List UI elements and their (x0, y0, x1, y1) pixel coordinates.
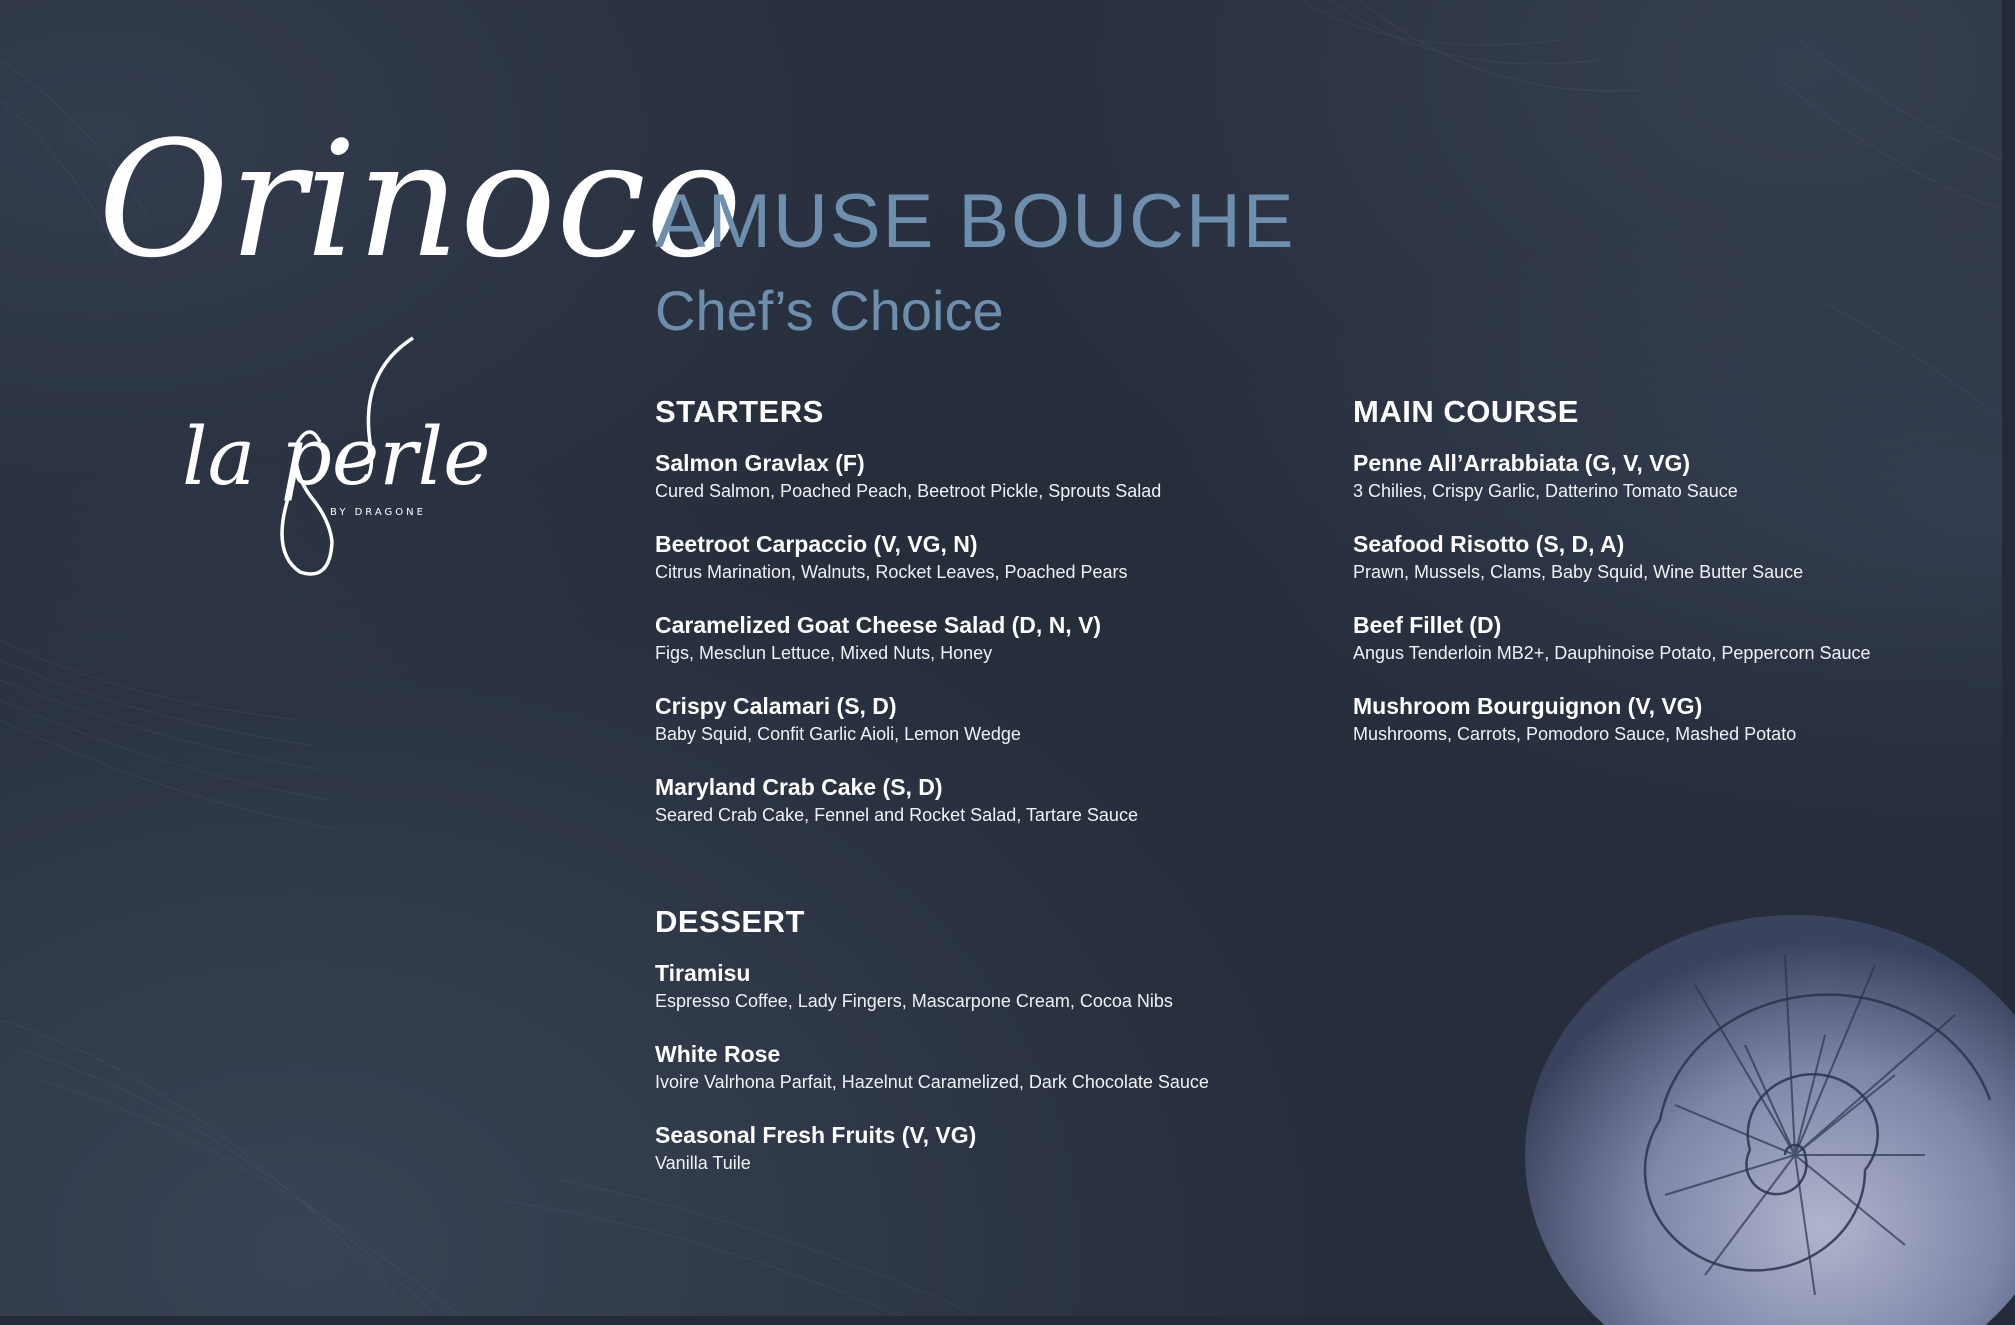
menu-item-name: Maryland Crab Cake (S, D) (655, 774, 943, 800)
menu-item-name: Beetroot Carpaccio (V, VG, N) (655, 531, 978, 557)
menu-item-description: Figs, Mesclun Lettuce, Mixed Nuts, Honey (655, 643, 993, 663)
la-perle-logo-text: la perle (182, 410, 491, 503)
starters-title: STARTERS (655, 394, 824, 429)
menu-item-name: Seasonal Fresh Fruits (V, VG) (655, 1122, 977, 1148)
menu-item-description: Baby Squid, Confit Garlic Aioli, Lemon Wedge (655, 724, 1021, 744)
menu-item (655, 529, 1295, 585)
menu-item-name: Tiramisu (655, 960, 751, 986)
menu-item (655, 691, 1295, 747)
menu-item-description: Seared Crab Cake, Fennel and Rocket Salad, Tartare Sauce (655, 805, 1138, 825)
menu-item (1353, 529, 1993, 585)
orinoco-script-logo (88, 80, 743, 330)
chefs-choice-subtitle: Chef’s Choice (655, 279, 1004, 342)
menu-item (655, 1039, 1355, 1095)
menu-item-description: Vanilla Tuile (655, 1153, 751, 1173)
menu-item-name: Caramelized Goat Cheese Salad (D, N, V) (655, 612, 1102, 638)
la-perle-byline: BY DRAGONE (330, 507, 426, 518)
nautilus-shell-icon (1495, 925, 2015, 1325)
menu-item-name: Mushroom Bourguignon (V, VG) (1353, 693, 1703, 719)
menu-item-name: Crispy Calamari (S, D) (655, 693, 897, 719)
menu-item-description: Ivoire Valrhona Parfait, Hazelnut Caramelized, Dark Chocolate Sauce (655, 1072, 1209, 1092)
menu-item-description: Cured Salmon, Poached Peach, Beetroot Pickle, Sprouts Salad (655, 481, 1162, 501)
menu-item-description: Mushrooms, Carrots, Pomodoro Sauce, Mashed Potato (1353, 724, 1797, 744)
menu-item-name: Beef Fillet (D) (1353, 612, 1502, 638)
dessert-section (655, 904, 1355, 1201)
menu-item (655, 772, 1295, 828)
orinoco-logo-text: Orinoco (98, 106, 743, 293)
menu-item-name: Seafood Risotto (S, D, A) (1353, 531, 1625, 557)
dessert-title: DESSERT (655, 904, 805, 939)
la-perle-logo (180, 332, 491, 632)
menu-item-description: Prawn, Mussels, Clams, Baby Squid, Wine Butter Sauce (1353, 562, 1804, 582)
menu-item-description: Angus Tenderloin MB2+, Dauphinoise Potato, Peppercorn Sauce (1353, 643, 1871, 663)
main-course-title: MAIN COURSE (1353, 394, 1579, 429)
menu-item-name: White Rose (655, 1041, 781, 1067)
menu-item (655, 448, 1295, 504)
menu-item (655, 1120, 1355, 1176)
menu-item (1353, 691, 1993, 747)
amuse-bouche-title: AMUSE BOUCHE (655, 179, 1296, 264)
main-course-section (1353, 394, 1993, 772)
menu-item-name: Salmon Gravlax (F) (655, 450, 865, 476)
menu-item-description: 3 Chilies, Crispy Garlic, Datterino Tomato Sauce (1353, 481, 1738, 501)
menu-item-description: Citrus Marination, Walnuts, Rocket Leaves, Poached Pears (655, 562, 1128, 582)
menu-item (1353, 610, 1993, 666)
menu-item-name: Penne All’Arrabbiata (G, V, VG) (1353, 450, 1690, 476)
menu-item (655, 958, 1355, 1014)
starters-section (655, 394, 1295, 853)
menu-item (655, 610, 1295, 666)
menu-item (1353, 448, 1993, 504)
menu-item-description: Espresso Coffee, Lady Fingers, Mascarpone Cream, Cocoa Nibs (655, 991, 1173, 1011)
